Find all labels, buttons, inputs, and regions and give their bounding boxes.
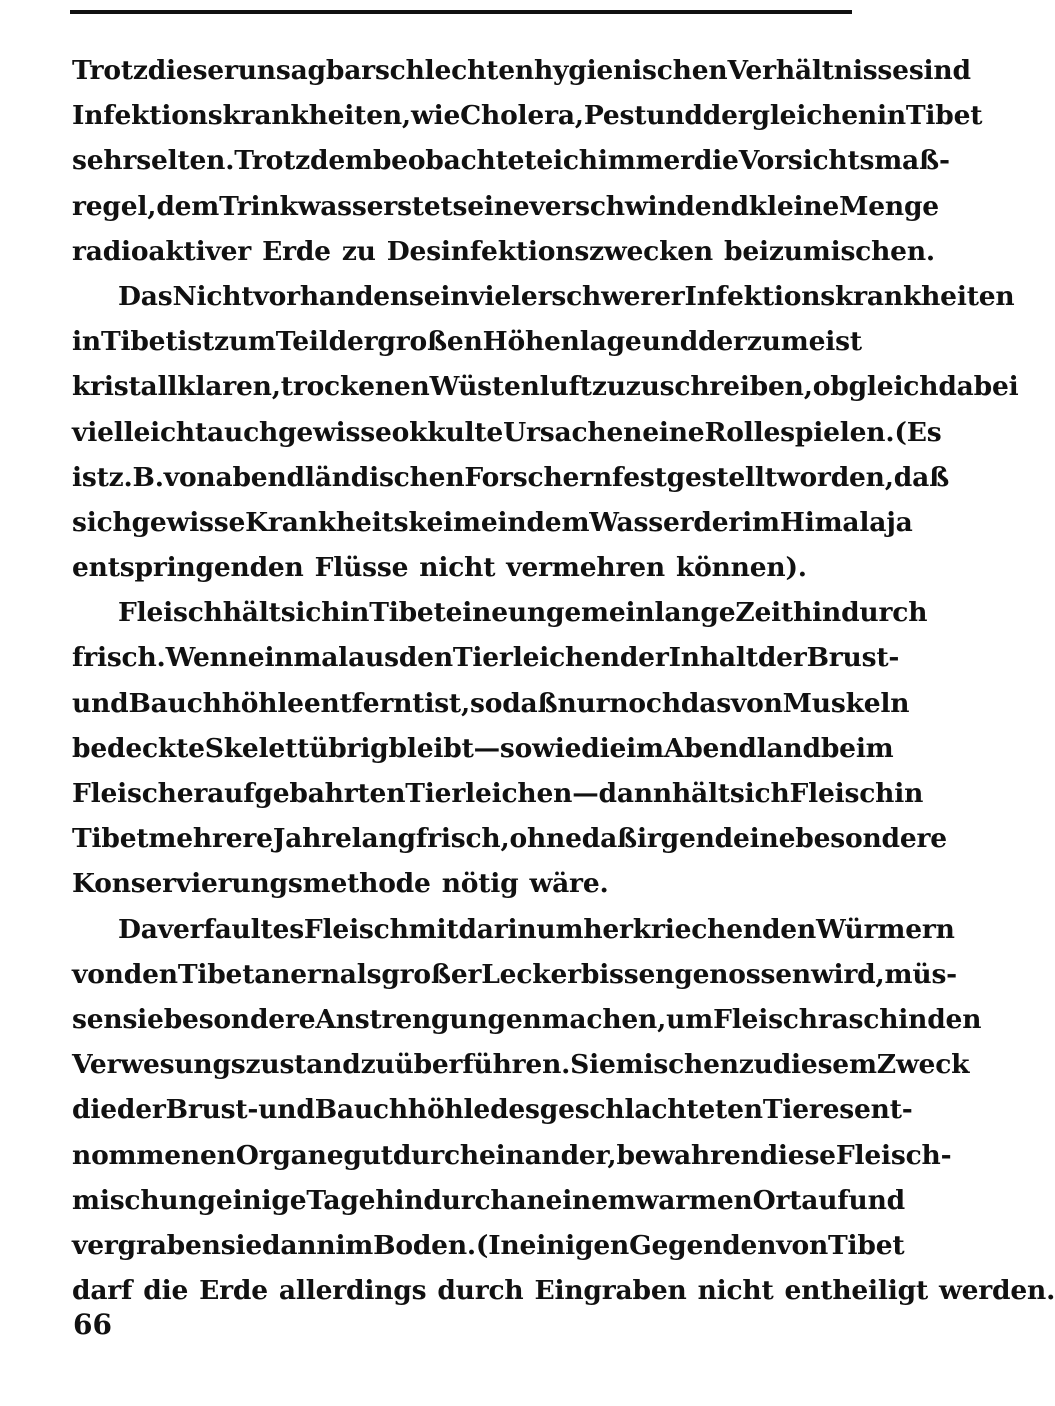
text-line: von den Tibetanern als großer Leckerbissen genossen wird, müs-	[72, 958, 957, 990]
text-line: darf die Erde allerdings durch Eingraben nicht entheiligt werden.	[72, 1275, 1055, 1307]
text-line: Trotz dieser unsagbar schlechten hygienischen Verhältnisse sind	[72, 55, 971, 86]
text-line: nommenen Organe gut durcheinander, bewahren diese Fleisch-	[72, 1139, 952, 1171]
text-line: entspringenden Flüsse nicht vermehren können).	[72, 552, 807, 584]
text-line: Tibet mehrere Jahre lang frisch, ohne daß irgendeine besondere	[72, 823, 947, 855]
text-line: regel, dem Trinkwasser stets eine verschwindend kleine Menge	[72, 190, 939, 222]
body-text	[72, 48, 1055, 1313]
text-line: Das Nichtvorhandensein vieler schwerer Infektionskrankheiten	[118, 280, 1015, 312]
header-rule	[70, 10, 852, 14]
page-number: 66	[73, 1308, 112, 1341]
text-line: Konservierungsmethode nötig wäre.	[72, 868, 609, 900]
text-line: radioaktiver Erde zu Desinfektionszwecken beizumischen.	[72, 235, 935, 267]
text-line: Fleischer aufgebahrten Tierleichen — dann hält sich Fleisch in	[72, 778, 924, 809]
text-line: ist z. B. von abendländischen Forschern festgestellt worden, daß	[72, 461, 950, 493]
text-line: kristallklaren, trockenen Wüstenluft zuzuschreiben, obgleich dabei	[72, 371, 1019, 403]
text-line: mischung einige Tage hindurch an einem warmen Ort auf und	[72, 1184, 905, 1216]
paragraph	[72, 48, 983, 274]
text-line: frisch. Wenn einmal aus den Tierleichen der Inhalt der Brust-	[72, 642, 900, 674]
text-line: sen sie besondere Anstrengungen machen, um Fleisch rasch in den	[72, 1003, 982, 1035]
text-line: und Bauchhöhle entfernt ist, so daß nur noch das von Muskeln	[72, 687, 910, 719]
text-line: die der Brust- und Bauchhöhle des geschlachteten Tieres ent-	[72, 1094, 913, 1126]
text-line: Verwesungszustand zu überführen. Sie mischen zu diesem Zweck	[72, 1049, 970, 1081]
text-line: sehr selten. Trotzdem beobachtete ich immer die Vorsichtsmaß-	[72, 145, 950, 177]
paragraph	[72, 590, 947, 906]
paragraph	[72, 274, 1019, 590]
text-line: Infektionskrankheiten, wie Cholera, Pest und dergleichen in Tibet	[72, 100, 983, 132]
text-line: vielleicht auch gewisse okkulte Ursachen eine Rolle spielen. (Es	[72, 416, 942, 448]
text-line: vergraben sie dann im Boden. (In einigen Gegenden von Tibet	[72, 1229, 905, 1261]
text-line: in Tibet ist zum Teil der großen Höhenlage und der zumeist	[72, 326, 862, 358]
paragraph	[72, 907, 1055, 1314]
text-line: bedeckte Skelett übrigbleibt — so wie die im Abendland beim	[72, 732, 894, 764]
text-line: Fleisch hält sich in Tibet eine ungemein lange Zeit hindurch	[118, 597, 928, 629]
text-line: sich gewisse Krankheitskeime in dem Wasser der im Himalaja	[72, 506, 913, 538]
text-line: Da verfaultes Fleisch mit darin umherkriechenden Würmern	[118, 913, 955, 945]
